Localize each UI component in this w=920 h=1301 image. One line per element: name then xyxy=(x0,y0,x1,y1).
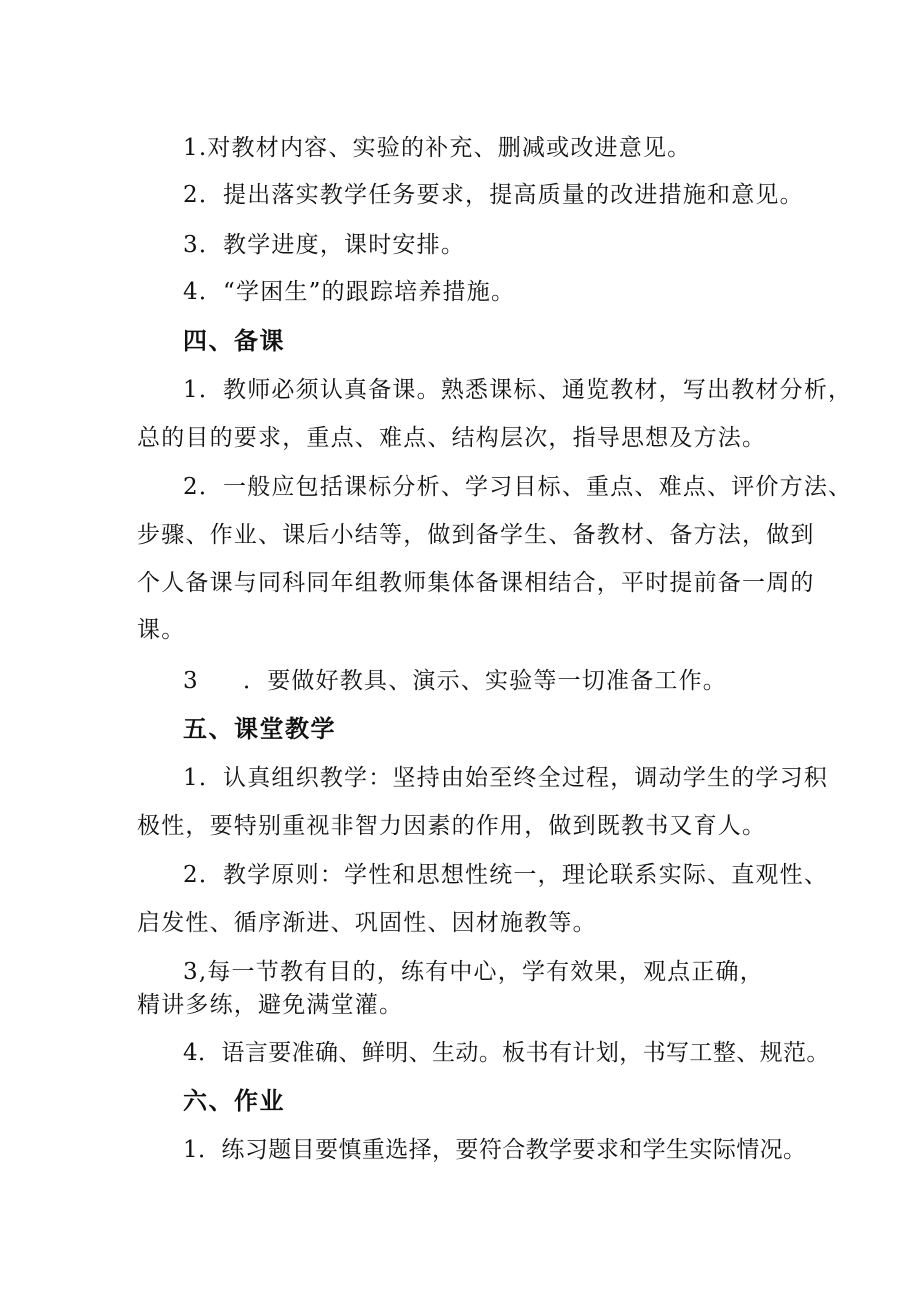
paragraph-line: 1．教师必须认真备课。熟悉课标、通览教材，写出教材分析， xyxy=(183,377,853,403)
paragraph-line: 个人备课与同科同年组教师集体备课相结合，平时提前备一周的 xyxy=(137,570,815,596)
paragraph-line: 启发性、循序渐进、巩固性、因材施教等。 xyxy=(137,910,597,936)
paragraph-line: 4．语言要准确、鲜明、生动。板书有计划，书写工整、规范。 xyxy=(183,1040,830,1066)
list-item: 1.对教材内容、实验的补充、删减或改进意见。 xyxy=(183,135,692,161)
list-item: 4．“学困生”的跟踪培养措施。 xyxy=(183,279,516,305)
paragraph-line: 1．练习题目要慎重选择，要符合教学要求和学生实际情况。 xyxy=(183,1137,807,1163)
paragraph-line: 2．教学原则：学性和思想性统一，理论联系实际、直观性、 xyxy=(183,862,829,888)
paragraph-line: 2．一般应包括课标分析、学习目标、重点、难点、评价方法、 xyxy=(183,474,853,500)
section-heading: 四、备课 xyxy=(183,327,285,355)
section-heading: 六、作业 xyxy=(183,1087,285,1115)
paragraph-line: ．要做好教具、演示、实验等一切准备工作。 xyxy=(243,668,727,694)
list-number: 3 xyxy=(183,668,199,694)
list-item: 2．提出落实教学任务要求，提高质量的改进措施和意见。 xyxy=(183,182,804,208)
paragraph-line: 1．认真组织教学：坚持由始至终全过程，调动学生的学习积 xyxy=(183,765,829,791)
paragraph-line: 总的目的要求，重点、难点、结构层次，指导思想及方法。 xyxy=(137,425,767,451)
paragraph-line: 3,每一节教有目的，练有中心，学有效果，观点正确， xyxy=(183,959,764,985)
section-heading: 五、课堂教学 xyxy=(183,715,336,743)
list-item: 3．教学进度，课时安排。 xyxy=(183,232,466,258)
paragraph-line: 步骤、作业、课后小结等，做到备学生、备教材、备方法，做到 xyxy=(137,522,815,548)
paragraph-line: 极性，要特别重视非智力因素的作用，做到既教书又育人。 xyxy=(137,813,767,839)
paragraph-line: 精讲多练，避免满堂灌。 xyxy=(137,992,404,1018)
paragraph-line: 课。 xyxy=(137,617,186,643)
